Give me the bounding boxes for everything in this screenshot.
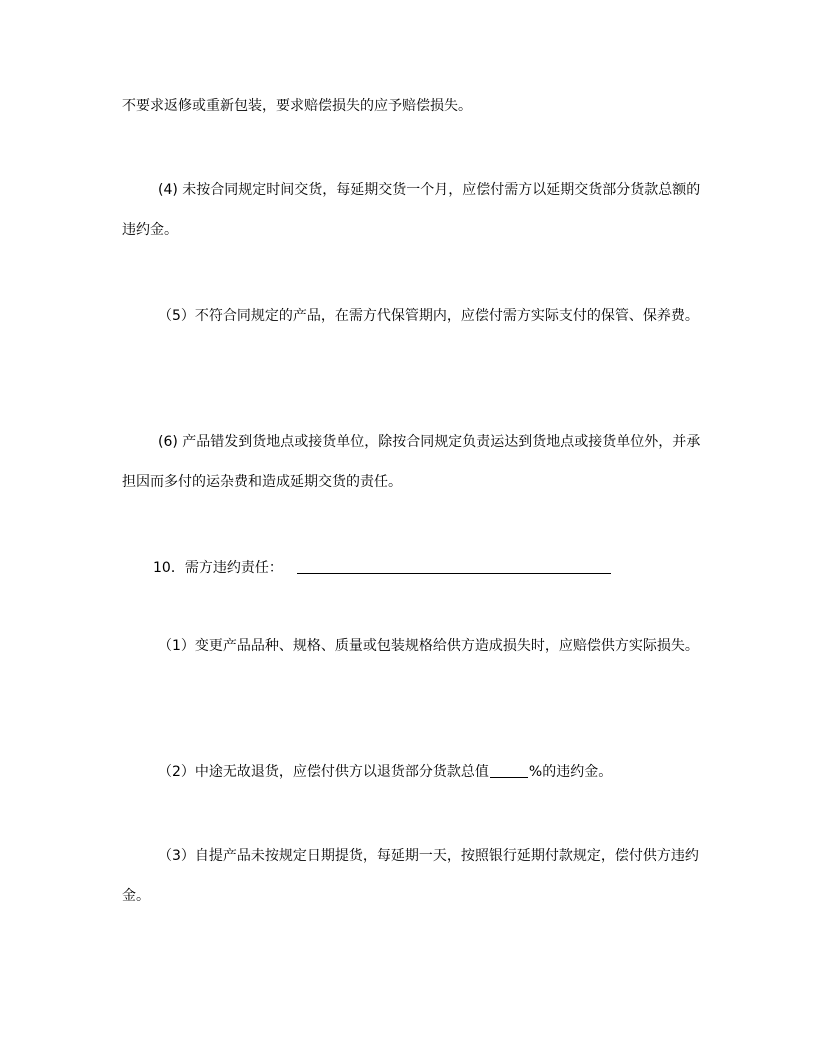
section-heading-label: 10．需方违约责任：	[153, 560, 283, 576]
fill-in-blank-line	[297, 559, 611, 574]
paragraph-item-5-storage-fees: （5）不符合同规定的产品，在需方代保管期内，应偿付需方实际支付的保管、保养费。	[158, 308, 699, 324]
paragraph-compensation-continued: 不要求返修或重新包装，要求赔偿损失的应予赔偿损失。	[122, 98, 472, 114]
paragraph-buyer-item-2-text: （2）中途无故退货，应偿付供方以退货部分货款总值	[158, 764, 489, 780]
paragraph-item-6-misdelivery: (6) 产品错发到货地点或接货单位，除按合同规定负责运达到货地点或接货单位外，并承担因而多付的运杂费和造成延期交货的责任。	[122, 434, 701, 490]
section-heading-buyer-liability	[153, 548, 706, 588]
paragraph-buyer-item-1: （1）变更产品品种、规格、质量或包装规格给供方造成损失时，应赔偿供方实际损失。	[158, 638, 699, 654]
paragraph-buyer-item-3: （3）自提产品未按规定日期提货，每延期一天，按照银行延期付款规定，偿付供方违约金。	[122, 848, 699, 904]
paragraph-buyer-item-2	[122, 752, 706, 792]
paragraph-item-4-late-delivery: (4) 未按合同规定时间交货，每延期交货一个月，应偿付需方以延期交货部分货款总额的违约金。	[122, 182, 701, 238]
paragraph-buyer-item-2-suffix: %的违约金。	[528, 764, 613, 780]
percentage-blank	[490, 765, 528, 778]
